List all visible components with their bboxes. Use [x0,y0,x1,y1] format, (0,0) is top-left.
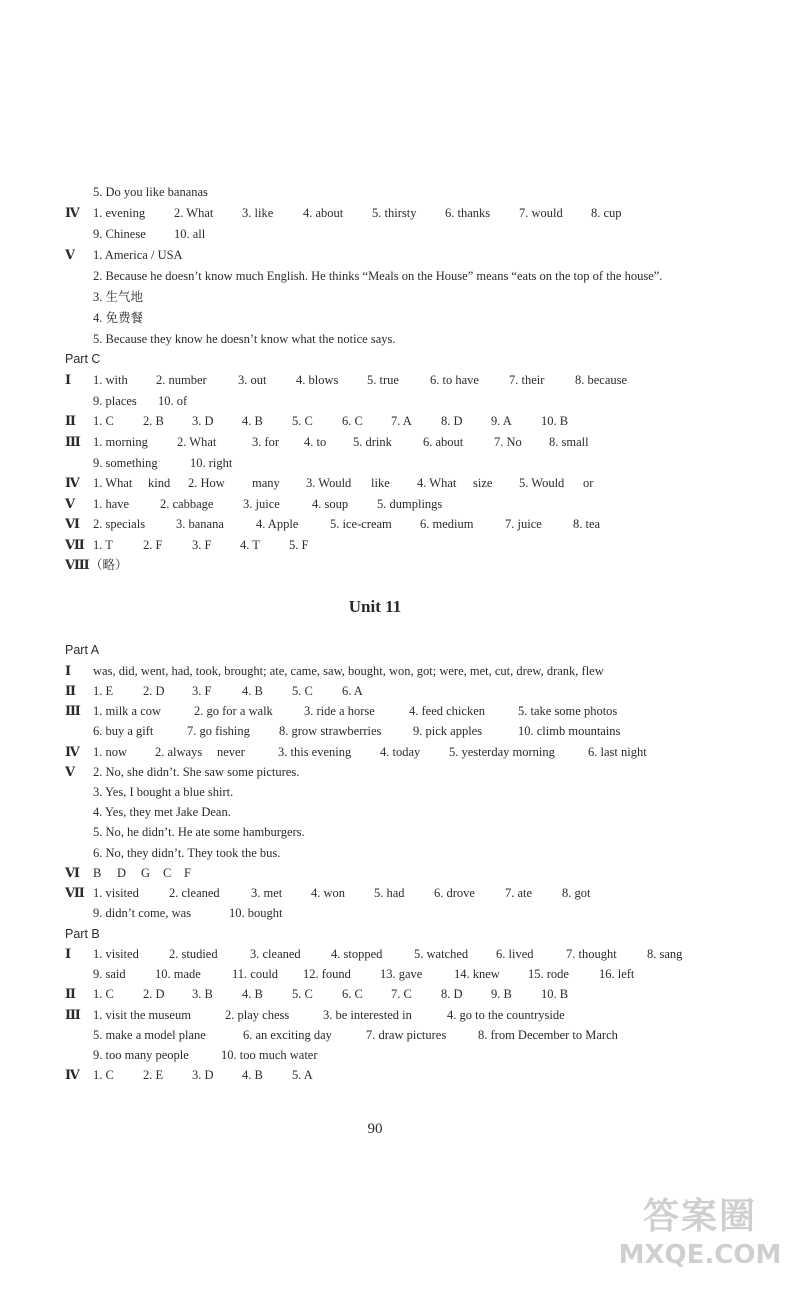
answer-item: 5. F [289,538,309,552]
answer-item: 3. cleaned [250,947,301,961]
answer-item: 3. be interested in [323,1008,412,1022]
answer-item: B [93,866,102,880]
unit-title: Unit 11 [348,597,402,616]
answer-item: 6. medium [420,517,474,531]
answer-item: 6. No, they didn’t. They took the bus. [93,846,281,860]
answer-item: 4. B [242,987,263,1001]
answer-item: 3. banana [176,517,224,531]
answer-item: 7. would [519,206,563,220]
answer-item: 10. all [174,227,206,241]
section-numeral: Ⅵ [65,516,80,531]
answer-item: 16. left [599,967,635,981]
answer-item: 2. cleaned [169,886,220,900]
answer-item: 8. D [441,987,463,1001]
answer-item: 8. from December to March [478,1028,618,1042]
section-numeral: Ⅶ [65,885,85,900]
answer-item: 2. specials [93,517,146,531]
answer-item: 12. found [303,967,351,981]
section-numeral: Ⅳ [65,744,80,759]
answer-item: 3. F [192,538,212,552]
answer-item: 7. No [494,435,522,449]
answer-item: 2. No, she didn’t. She saw some pictures. [93,765,300,779]
answer-item: 3. out [238,373,267,387]
answer-item: 8. sang [647,947,683,961]
answer-item: 3. for [252,435,280,449]
section-numeral: Ⅲ [65,434,81,449]
answer-item: 4. stopped [331,947,383,961]
answer-item: 5. Because they know he doesn’t know what the notice says. [93,332,396,346]
section-numeral: Ⅴ [65,764,76,779]
answer-item: 2. play chess [225,1008,290,1022]
answer-item: 15. rode [528,967,569,981]
answer-item: 3. met [251,886,283,900]
answer-item: 4. soup [312,497,349,511]
answer-item: 4. won [311,886,346,900]
answer-item: kind [148,476,171,490]
answer-item: 3. B [192,987,213,1001]
answer-item: 13. gave [380,967,423,981]
section-numeral: Ⅰ [65,663,72,678]
answer-item: 5. yesterday morning [449,745,555,759]
answer-item: 5. C [292,684,313,698]
answer-item: like [371,476,390,490]
answer-item: 2. D [143,684,165,698]
answer-item: 1. T [93,538,113,552]
answer-item: 1. C [93,987,114,1001]
answer-item: 5. thirsty [372,206,417,220]
section-numeral: Ⅰ [65,372,72,387]
answer-item: 9. places [93,394,137,408]
answer-item: 10. made [155,967,201,981]
section-numeral: Ⅲ [65,703,81,718]
answer-item: 5. dumplings [377,497,443,511]
answer-item: 7. ate [505,886,533,900]
section-numeral: Ⅳ [65,1067,80,1082]
answer-item: size [473,476,493,490]
part-c-heading: Part C [65,352,101,366]
answer-item: 5. take some photos [518,704,618,718]
answer-item: G [141,866,151,880]
page-number: 90 [367,1121,383,1137]
answer-item: 8. grow strawberries [279,724,382,738]
answer-item: 9. something [93,456,158,470]
answer-item: 2. D [143,987,165,1001]
answer-item: 6. lived [496,947,534,961]
answer-item: 10. B [541,414,569,428]
answer-item: F [184,866,191,880]
answer-item: 1. America / USA [93,248,183,262]
answer-item: 7. draw pictures [366,1028,447,1042]
answer-item: 1. What [93,476,133,490]
answer-item: 8. tea [573,517,601,531]
answer-item: 8. got [562,886,591,900]
answer-item: 4. B [242,1068,263,1082]
answer-item: 6. A [342,684,363,698]
answer-item: 10. B [541,987,569,1001]
answer-item: 4. T [240,538,260,552]
answer-item: （略） [90,558,128,572]
answer-item: 10. right [190,456,233,470]
answer-item: 3. Would [306,476,352,490]
section-numeral: Ⅱ [65,683,76,698]
answer-item: 9. A [491,414,512,428]
answer-item: 8. cup [591,206,622,220]
answer-item: 2. B [143,414,164,428]
answer-item: 4. feed chicken [409,704,486,718]
answer-item: 3. D [192,1068,214,1082]
answer-item: 4. 免费餐 [93,311,144,325]
answer-item: 5. A [292,1068,313,1082]
answer-item: 2. always [155,745,203,759]
site-watermark [610,1195,790,1285]
answer-item: 14. knew [454,967,500,981]
answer-item: 3. ride a horse [304,704,375,718]
answer-item: 7. their [509,373,545,387]
answer-item: 4. about [303,206,344,220]
answer-item: 8. small [549,435,589,449]
answer-item: 7. A [391,414,412,428]
answer-item: 4. B [242,414,263,428]
answer-item: 3. F [192,684,212,698]
answer-item: 3. like [242,206,274,220]
answer-item: 7. C [391,987,412,1001]
answer-item: 11. could [232,967,279,981]
answer-item: 3. this evening [278,745,352,759]
answer-item: 1. milk a cow [93,704,162,718]
answer-item: 9. B [491,987,512,1001]
answer-item: 6. to have [430,373,479,387]
answer-item: 5. No, he didn’t. He ate some hamburgers. [93,825,305,839]
answer-item: 5. C [292,414,313,428]
answer-item: 4. B [242,684,263,698]
section-numeral: Ⅵ [65,865,80,880]
answer-item: 1. with [93,373,128,387]
watermark-url-text: MXQE.COM [618,1240,782,1270]
answer-item: 4. to [304,435,327,449]
answer-item: 1. C [93,1068,114,1082]
answer-item: 4. Apple [256,517,299,531]
answer-item: 1. visit the museum [93,1008,191,1022]
answer-item: 8. because [575,373,628,387]
answer-item: 7. thought [566,947,617,961]
answer-item: 6. an exciting day [243,1028,332,1042]
answer-item: 1. C [93,414,114,428]
answer-item: 2. How [188,476,225,490]
answer-item: 4. today [380,745,421,759]
answer-item: 5. C [292,987,313,1001]
answer-item: 1. visited [93,886,139,900]
answer-item: 1. morning [93,435,148,449]
answer-item: 4. What [417,476,457,490]
answer-item: 1. visited [93,947,139,961]
section-numeral: Ⅴ [65,496,76,511]
answer-item: 6. drove [434,886,475,900]
answer-item: 5. true [367,373,399,387]
answer-item: 5. Would [519,476,565,490]
answer-item: 2. What [177,435,217,449]
answer-item: 6. last night [588,745,647,759]
answer-item: 10. bought [229,906,283,920]
watermark-logo-text: 答案圈 [642,1196,757,1237]
answer-item: 3. 生气地 [93,290,144,304]
answer-item: 2. go for a walk [194,704,273,718]
answer-item: 9. didn’t come, was [93,906,192,920]
answer-item: 9. pick apples [413,724,483,738]
answer-item: 6. buy a gift [93,724,154,738]
answer-item: 6. about [423,435,464,449]
answer-item: 5. drink [353,435,392,449]
section-numeral: Ⅱ [65,986,76,1001]
section-numeral: Ⅷ [65,557,90,572]
answer-item: 4. blows [296,373,339,387]
answer-item: 7. juice [505,517,542,531]
answer-item: 1. evening [93,206,146,220]
section-numeral: Ⅲ [65,1007,81,1022]
section-numeral: Ⅳ [65,205,80,220]
answer-item: 5. watched [414,947,469,961]
answer-item: 9. too many people [93,1048,189,1062]
section-numeral: Ⅶ [65,537,85,552]
answer-item: 2. What [174,206,214,220]
answer-item: 2. number [156,373,207,387]
answer-item: never [217,745,245,759]
answer-item: 4. Yes, they met Jake Dean. [93,805,231,819]
answer-item: 1. now [93,745,128,759]
answer-item: 5. had [374,886,405,900]
section-numeral: Ⅳ [65,475,80,490]
answer-item: 2. F [143,538,163,552]
answer-item: 9. Chinese [93,227,146,241]
answer-item: or [583,476,594,490]
section-numeral: Ⅴ [65,247,76,262]
answer-item: 5. ice-cream [330,517,392,531]
answer-item: 6. thanks [445,206,491,220]
answer-item: D [117,866,127,880]
answer-item: 9. said [93,967,126,981]
answer-item: 10. of [158,394,188,408]
answer-item: C [163,866,172,880]
answer-item: 5. Do you like bananas [93,185,208,199]
answer-item: 1. have [93,497,130,511]
answer-item: 3. juice [243,497,280,511]
answer-item: 5. make a model plane [93,1028,206,1042]
answer-item: 10. climb mountains [518,724,621,738]
answer-item: 3. D [192,414,214,428]
answer-item: 6. C [342,414,363,428]
answer-item: many [252,476,280,490]
part-a-heading: Part A [65,643,100,657]
section-numeral: Ⅰ [65,946,72,961]
answer-item: 2. studied [169,947,218,961]
answer-item: 1. E [93,684,114,698]
answer-item: 3. Yes, I bought a blue shirt. [93,785,234,799]
answer-item: 8. D [441,414,463,428]
answer-item: 7. go fishing [187,724,250,738]
answer-item: 2. cabbage [160,497,214,511]
answer-item: 2. Because he doesn’t know much English. He thinks “Meals on the House” means “eats on the top of the house”. [93,269,663,283]
answer-item: was, did, went, had, took, brought; ate, came, saw, bought, won, got; were, met, cut, drew, drank, flew [93,664,604,678]
section-numeral: Ⅱ [65,413,76,428]
part-b-heading: Part B [65,927,100,941]
answer-item: 4. go to the countryside [447,1008,565,1022]
answer-item: 2. E [143,1068,164,1082]
answer-item: 10. too much water [221,1048,318,1062]
answer-item: 6. C [342,987,363,1001]
